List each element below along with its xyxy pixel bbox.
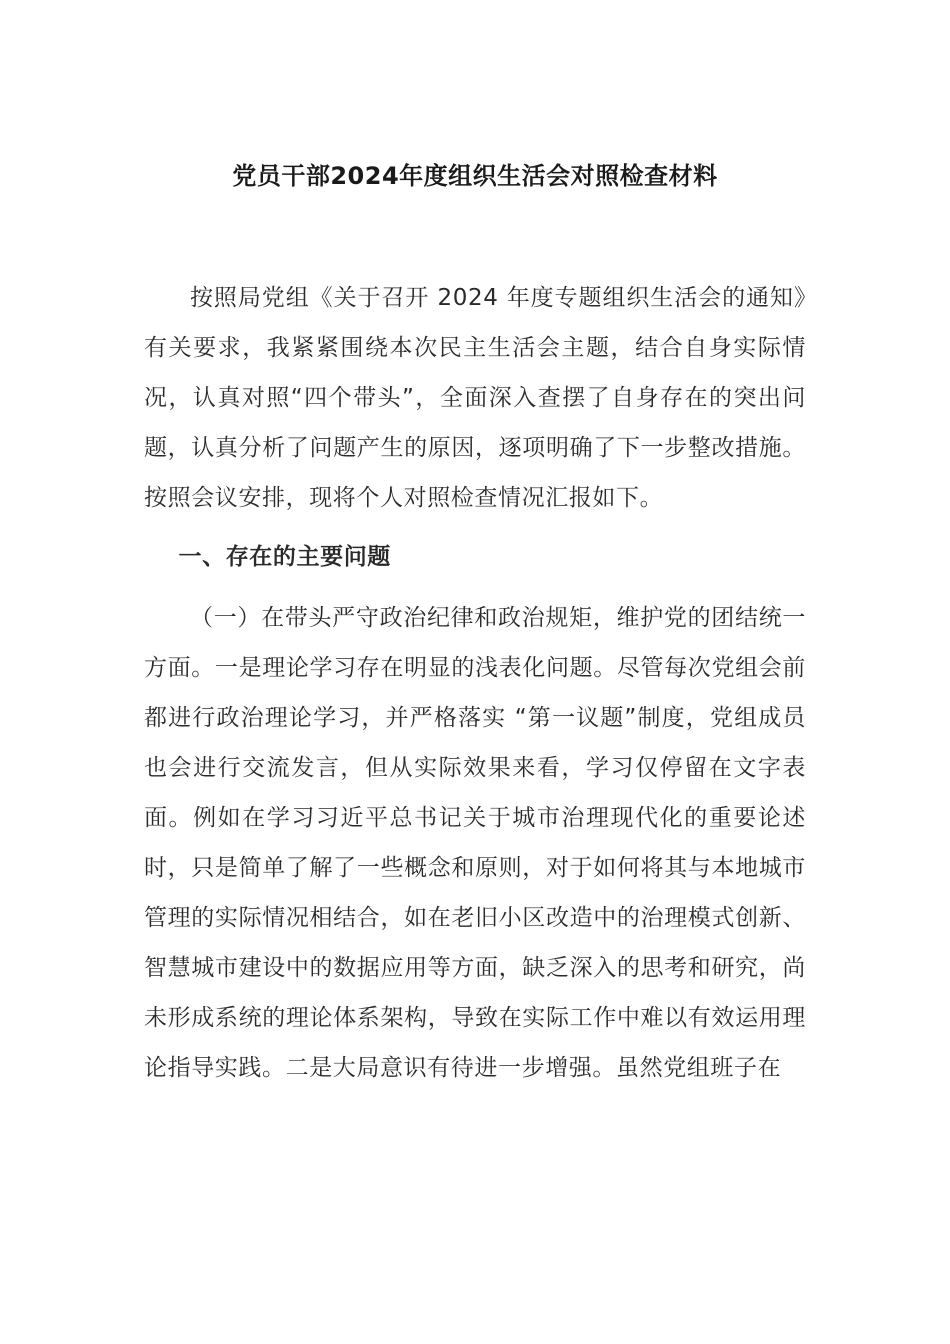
section-paragraph: （一）在带头严守政治纪律和政治规矩，维护党的团结统一方面。一是理论学习存在明显的浅表化问题。尽管每次党组会前都进行政治理论学习，并严格落实 “第一议题”制度，党组成员也会进行交流发言，但从实际效果来看，学习仅停留在文字表面。例如在学习习近平总书记关于城市治理现代化的重要论述时，只是简单了解了一些概念和原则，对于如何将其与本地城市管理的实际情况相结合，如在老旧小区改造中的治理模式创新、智慧城市建设中的数据应用等方面，缺乏深入的思考和研究，尚未形成系统的理论体系架构，导致在实际工作中难以有效运用理论指导实践。二是大局意识有待进一步增强。虽然党组班子在 (144, 605, 806, 1081)
intro-paragraph: 按照局党组《关于召开 2024 年度专题组织生活会的通知》有关要求，我紧紧围绕本次民主生活会主题，结合自身实际情况，认真对照“四个带头”，全面深入查摆了自身存在的突出问题，认真分析了问题产生的原因，逐项明确了下一步整改措施。按照会议安排，现将个人对照检查情况汇报如下。 (144, 285, 806, 511)
section-heading: 一、存在的主要问题 (178, 544, 391, 570)
document-title: 党员干部2024年度组织生活会对照检查材料 (232, 162, 718, 190)
document-body (144, 273, 806, 1093)
